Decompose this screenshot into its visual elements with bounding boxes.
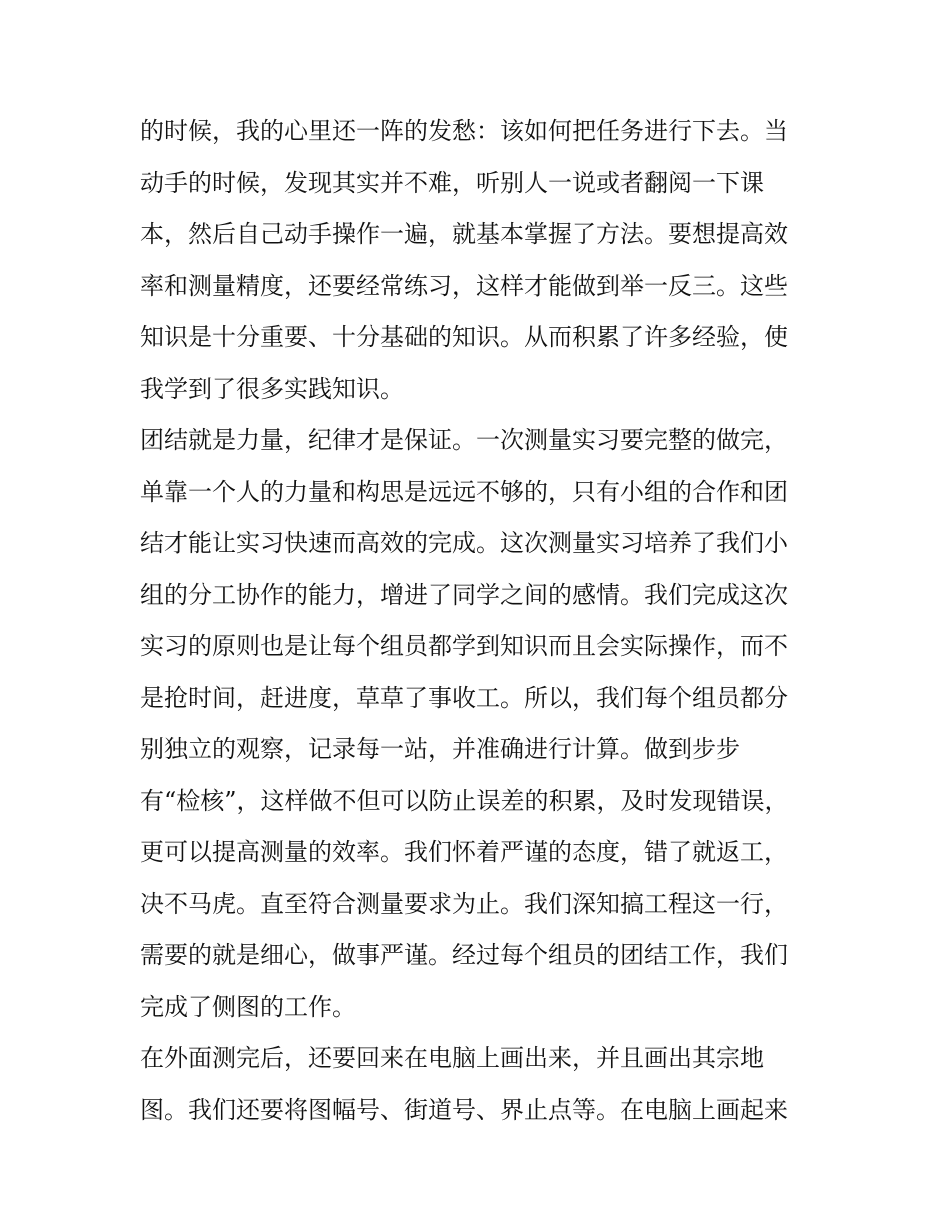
text-line: 动手的时候，发现其实并不难，听别人一说或者翻阅一下课	[140, 168, 764, 197]
body-text	[140, 106, 820, 1136]
text-line: 组的分工协作的能力，增进了同学之间的感情。我们完成这次	[140, 580, 788, 609]
text-line: 别独立的观察，记录每一站，并准确进行计算。做到步步	[140, 735, 740, 763]
text-line: 率和测量精度，还要经常练习，这样才能做到举一反三。这些	[140, 271, 788, 300]
text-line: 本，然后自己动手操作一遍，就基本掌握了方法。要想提高效	[140, 220, 788, 248]
text-line: 实习的原则也是让每个组员都学到知识而且会实际操作，而不	[140, 632, 788, 660]
text-line: 我学到了很多实践知识。	[140, 374, 404, 403]
text-line: 需要的就是细心，做事严谨。经过每个组员的团结工作，我们	[140, 941, 788, 969]
text-line: 完成了侧图的工作。	[140, 992, 356, 1021]
text-line: 知识是十分重要、十分基础的知识。从而积累了许多经验，使	[140, 323, 788, 351]
text-line: 有“检核”，这样做不但可以防止误差的积累，及时发现错误，	[140, 786, 789, 815]
text-line: 单靠一个人的力量和构思是远远不够的，只有小组的合作和团	[140, 477, 788, 506]
text-line: 图。我们还要将图幅号、街道号、界止点等。在电脑上画起来	[140, 1095, 788, 1124]
text-line: 决不马虎。直至符合测量要求为止。我们深知搞工程这一行，	[140, 889, 788, 918]
text-line: 在外面测完后，还要回来在电脑上画出来，并且画出其宗地	[140, 1044, 764, 1072]
text-line: 团结就是力量，纪律才是保证。一次测量实习要完整的做完，	[140, 426, 788, 454]
text-line: 更可以提高测量的效率。我们怀着严谨的态度，错了就返工，	[140, 838, 788, 866]
text-line: 结才能让实习快速而高效的完成。这次测量实习培养了我们小	[140, 529, 788, 557]
text-line: 是抢时间，赶进度，草草了事收工。所以，我们每个组员都分	[140, 683, 788, 712]
text-line: 的时候，我的心里还一阵的发愁：该如何把任务进行下去。当	[140, 117, 788, 145]
